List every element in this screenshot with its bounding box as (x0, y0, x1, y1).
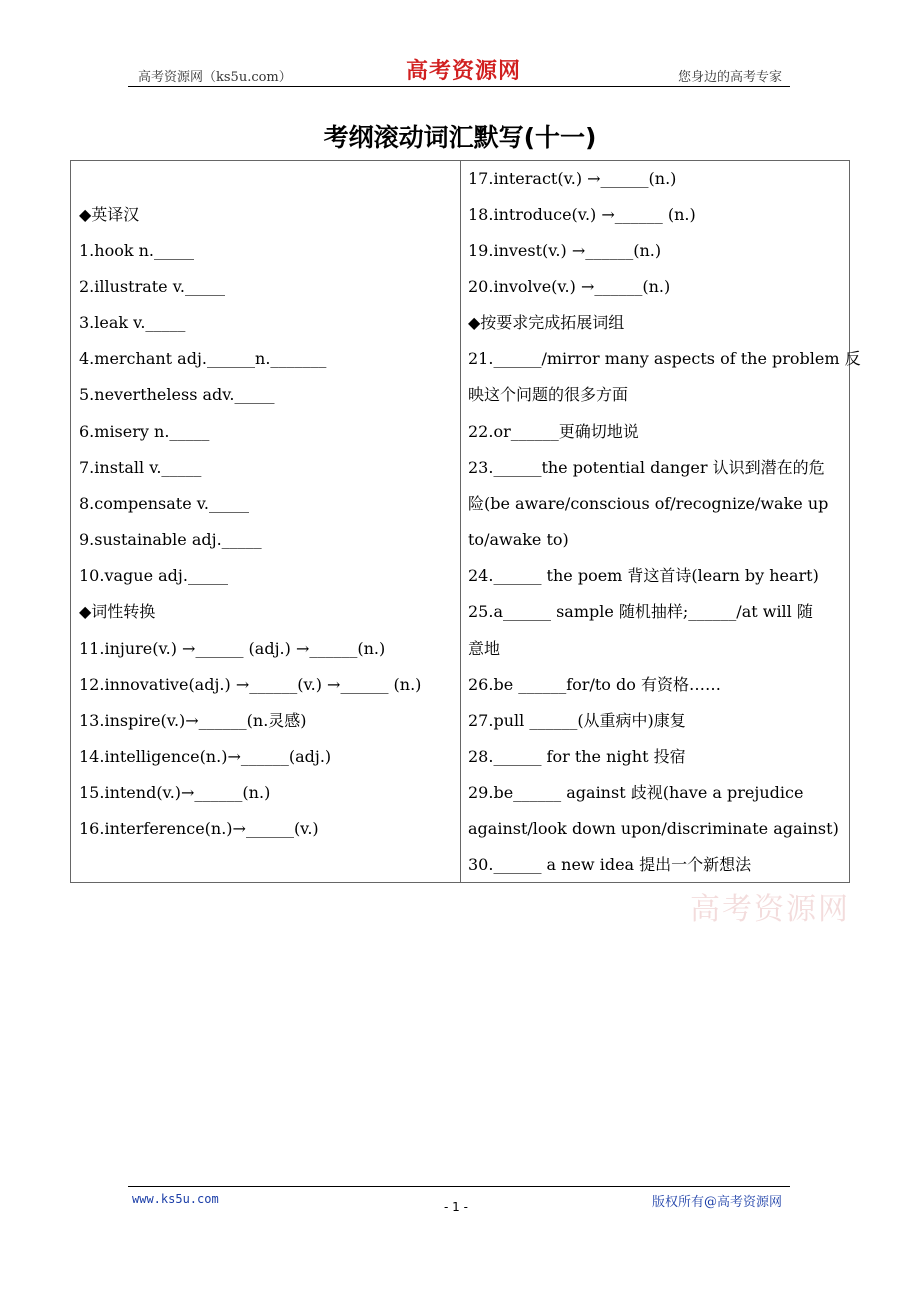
list-item: 5.nevertheless adv._____ (79, 385, 275, 404)
list-item: 25.a______ sample 随机抽样;______/at will 随 (468, 602, 813, 621)
list-item: 8.compensate v._____ (79, 494, 250, 513)
list-item: 6.misery n._____ (79, 422, 210, 441)
list-item: 27.pull ______(从重病中)康复 (468, 711, 686, 730)
list-item-continuation: 映这个问题的很多方面 (468, 385, 629, 404)
list-item: 24.______ the poem 背这首诗(learn by heart) (468, 566, 819, 585)
header-logo: 高考资源网 (406, 58, 522, 84)
list-item: 7.install v._____ (79, 458, 202, 477)
column-divider (460, 161, 461, 882)
list-item: 9.sustainable adj._____ (79, 530, 262, 549)
watermark: 高考资源网 (690, 892, 850, 927)
list-item: 16.interference(n.)→______(v.) (79, 819, 319, 838)
list-item: 30.______ a new idea 提出一个新想法 (468, 855, 752, 874)
list-item: 28.______ for the night 投宿 (468, 747, 686, 766)
list-item: 23.______the potential danger 认识到潜在的危 (468, 458, 825, 477)
list-item: 3.leak v._____ (79, 313, 186, 332)
section-heading-translate: ◆英译汉 (79, 205, 140, 224)
header-slogan: 您身边的高考专家 (677, 70, 782, 85)
list-item: 10.vague adj._____ (79, 566, 228, 585)
section-heading-word-forms: ◆词性转换 (79, 602, 156, 621)
list-item: 11.injure(v.) →______ (adj.) →______(n.) (79, 639, 386, 658)
list-item-continuation: against/look down upon/discriminate against) (468, 819, 839, 838)
vocab-table (70, 160, 861, 883)
footer-copyright: 版权所有@高考资源网 (651, 1195, 782, 1210)
list-item: 12.innovative(adj.) →______(v.) →______ (n.) (79, 675, 422, 694)
list-item: 2.illustrate v._____ (79, 277, 225, 296)
list-item: 22.or______更确切地说 (468, 422, 639, 441)
header-site-name: 高考资源网（ks5u.com） (138, 70, 292, 85)
page-footer (128, 1186, 790, 1227)
list-item: 20.involve(v.) →______(n.) (468, 277, 671, 296)
section-heading-phrases: ◆按要求完成拓展词组 (468, 313, 625, 332)
list-item: 13.inspire(v.)→______(n.灵感) (79, 711, 307, 730)
list-item-continuation: 险(be aware/conscious of/recognize/wake up (468, 494, 829, 513)
page-title: 考纲滚动词汇默写(十一) (323, 123, 597, 152)
list-item: 19.invest(v.) →______(n.) (468, 241, 662, 260)
list-item: 15.intend(v.)→______(n.) (79, 783, 271, 802)
list-item: 4.merchant adj.______n._______ (79, 349, 327, 368)
list-item: 21.______/mirror many aspects of the problem 反 (468, 349, 861, 368)
list-item-continuation: 意地 (468, 639, 501, 658)
list-item: 18.introduce(v.) →______ (n.) (468, 205, 696, 224)
list-item: 17.interact(v.) →______(n.) (468, 169, 677, 188)
list-item-continuation: to/awake to) (468, 530, 569, 549)
list-item: 26.be ______for/to do 有资格…… (468, 675, 721, 694)
page-header (128, 52, 790, 87)
list-item: 1.hook n._____ (79, 241, 195, 260)
footer-website-link[interactable]: www.ks5u.com (132, 1192, 219, 1206)
page-number: - 1 - (444, 1200, 468, 1214)
list-item: 29.be______ against 歧视(have a prejudice (468, 783, 804, 802)
list-item: 14.intelligence(n.)→______(adj.) (79, 747, 332, 766)
